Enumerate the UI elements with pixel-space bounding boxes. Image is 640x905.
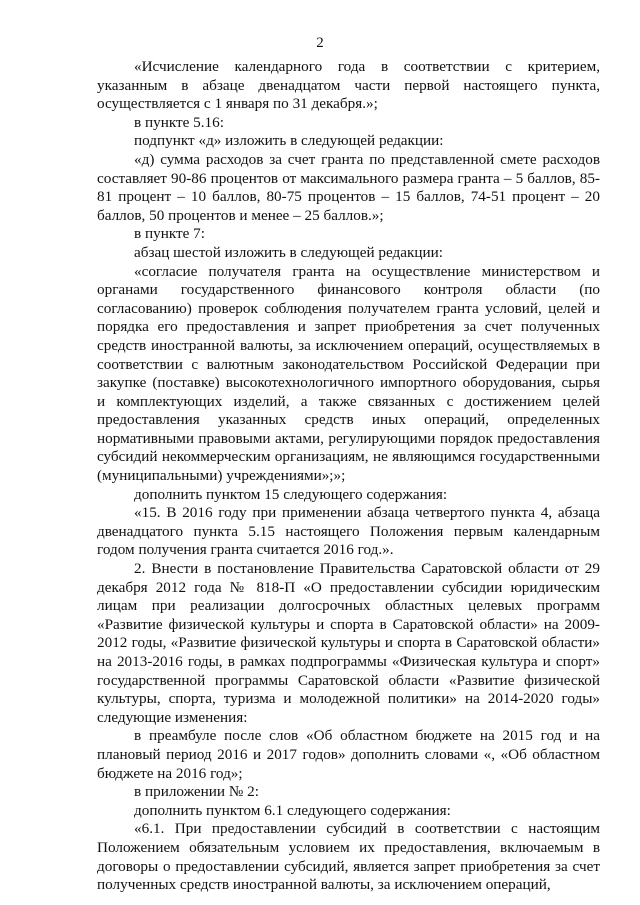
paragraph-point-6-1-text: «6.1. При предоставлении субсидий в соответствии с настоящим Положением обязательным условием их предоставления, включаемым в договоры о предоставлении субсидий, является запрет приобретения за счет полученных средств иностранной валюты, за исключением операций, — [97, 820, 600, 894]
paragraph-preamble: в преамбуле после слов «Об областном бюджете на 2015 год и на плановый период 2016 и 2017 годов» дополнить словами «, «Об областном бюджете на 2016 год»; — [97, 727, 600, 782]
paragraph-point-5-16: в пункте 5.16: — [134, 113, 224, 131]
paragraph-year-calculation: «Исчисление календарного года в соответствии с критерием, указанным в абзаце двенадцатом части первой настоящего пункта, осуществляется с 1 января по 31 декабря.»; — [97, 58, 600, 113]
paragraph-subpoint-d-text: «д) сумма расходов за счет гранта по представленной смете расходов составляет 90-86 процентов от максимального размера гранта – 5 баллов, 85-81 процент – 10 баллов, 80-75 процентов – 15 баллов, 74-51 процент – 20 баллов, 50 процентов и менее – 25 баллов.»; — [97, 150, 600, 224]
paragraph-resolution-818: 2. Внести в постановление Правительства Саратовской области от 29 декабря 2012 года № 818-П «О предоставлении субсидии юридическим лицам при реализации долгосрочных областных целевых программ «Развитие физической культуры и спорта в Саратовской области» на 2009-2012 годы, «Развитие физической культуры и спорта в Саратовской области» на 2013-2016 годы, в рамках подпрограммы «Физическая культура и спорт» государственной программы Саратовской области «Развитие физической культуры, спорта, туризма и молодежной политики» на 2014-2020 годы» следующие изменения: — [97, 560, 600, 726]
paragraph-add-point-6-1-intro: дополнить пунктом 6.1 следующего содержания: — [134, 801, 451, 819]
paragraph-point-15-text: «15. В 2016 году при применении абзаца четвертого пункта 4, абзаца двенадцатого пункта 5.15 настоящего Положения первым календарным годом получения гранта считается 2016 год.». — [97, 504, 600, 559]
page-number: 2 — [316, 35, 324, 51]
paragraph-subpoint-d-intro: подпункт «д» изложить в следующей редакции: — [134, 132, 444, 150]
document-body — [97, 58, 600, 895]
paragraph-point-7: в пункте 7: — [134, 225, 205, 243]
paragraph-add-point-15-intro: дополнить пунктом 15 следующего содержания: — [134, 485, 448, 503]
paragraph-consent-text: «согласие получателя гранта на осуществление министерством и органами государственного финансового контроля области (по согласованию) проверок соблюдения получателем гранта условий, целей и порядка его предоставления и запрет приобретения за счет полученных средств иностранной валюты, за исключением операций, осуществляемых в соответствии с валютным законодательством Российской Федерации при закупке (поставке) высокотехнологичного импортного оборудования, сырья и комплектующих изделий, а также связанных с достижением целей предоставления указанных средств иных операций, определенных нормативными правовыми актами, регулирующими порядок предоставления субсидий некоммерческим организациям, не являющимся государственными (муниципальными) учреждениями»;»; — [97, 262, 600, 485]
paragraph-sixth-intro: абзац шестой изложить в следующей редакции: — [134, 243, 443, 261]
paragraph-appendix-2: в приложении № 2: — [134, 783, 259, 801]
